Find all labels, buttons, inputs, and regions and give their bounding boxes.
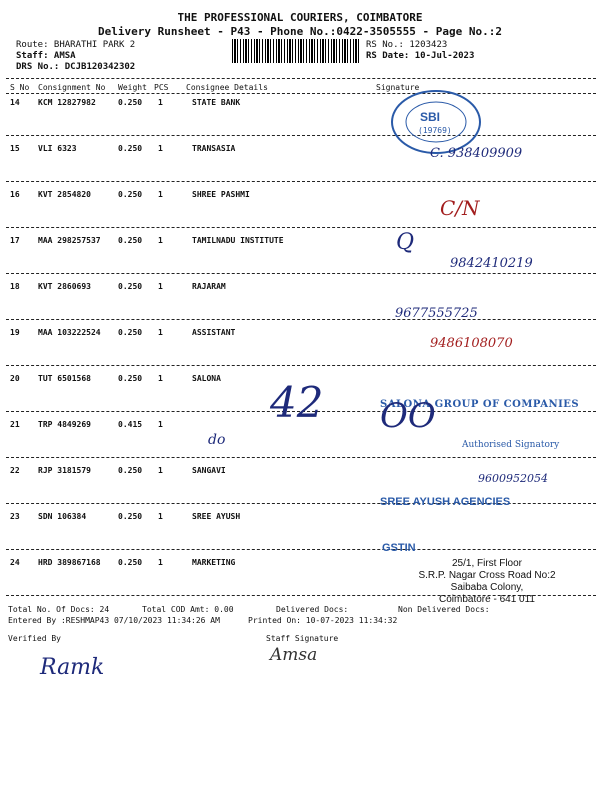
cell-weight: 0.250 (118, 558, 143, 567)
staff-label: Staff: AMSA (16, 51, 76, 61)
cell-sno: 16 (10, 190, 20, 199)
cell-pcs: 1 (158, 374, 163, 383)
row17-phone: 9842410219 (450, 256, 533, 271)
cell-sno: 18 (10, 282, 20, 291)
cell-consignee: SHREE PASHMI (192, 190, 250, 199)
delivered-docs: Delivered Docs: (276, 605, 349, 614)
row-divider (6, 273, 596, 274)
cell-pcs: 1 (158, 282, 163, 291)
col-consignment: Consignment No (38, 83, 106, 92)
cell-pcs: 1 (158, 190, 163, 199)
verified-by-label: Verified By (8, 634, 61, 643)
agency-address-line: Saibaba Colony, (450, 582, 524, 593)
row-divider (6, 365, 596, 366)
divider (6, 93, 596, 94)
drs-number: DRS No.: DCJB120342302 (16, 62, 136, 72)
row18-phone: 9677555725 (395, 306, 478, 321)
col-consignee: Consignee Details (186, 83, 268, 92)
staff-signature: Amsa (270, 645, 318, 665)
cell-consignee: STATE BANK (192, 98, 241, 107)
row17-scribble: Q (396, 230, 415, 255)
cell-cno: TUT 6501568 (38, 374, 91, 383)
cell-weight: 0.250 (118, 282, 143, 291)
row21-handwriting-42: 42 (270, 378, 324, 427)
cell-weight: 0.250 (118, 190, 143, 199)
cell-pcs: 1 (158, 328, 163, 337)
row16-handwriting: C/N (440, 196, 480, 220)
entered-by: Entered By :RESHMAP43 07/10/2023 11:34:26 AM (8, 616, 220, 625)
cell-consignee: MARKETING (192, 558, 236, 567)
cell-sno: 20 (10, 374, 20, 383)
authorised-stamp: Authorised Signatory (462, 440, 560, 450)
cell-sno: 17 (10, 236, 20, 245)
cell-sno: 24 (10, 558, 20, 567)
cell-consignee: RAJARAM (192, 282, 226, 291)
cell-consignee: SANGAVI (192, 466, 226, 475)
cell-pcs: 1 (158, 466, 163, 475)
row-divider (6, 319, 596, 320)
verified-signature: Ramk (40, 655, 105, 680)
cell-cno: KVT 2860693 (38, 282, 91, 291)
row-divider (6, 181, 596, 182)
company-title: THE PROFESSIONAL COURIERS, COIMBATORE (177, 11, 423, 24)
cell-consignee: TAMILNADU INSTITUTE (192, 236, 284, 245)
staff-signature-label: Staff Signature (266, 634, 339, 643)
cell-weight: 0.250 (118, 374, 143, 383)
cell-weight: 0.250 (118, 236, 143, 245)
cell-cno: MAA 298257537 (38, 236, 101, 245)
agency-address-line: S.R.P. Nagar Cross Road No:2 (418, 570, 556, 581)
cell-cno: KVT 2854820 (38, 190, 91, 199)
cell-sno: 19 (10, 328, 20, 337)
cell-cno: VLI 6323 (38, 144, 77, 153)
row22-phone: 9600952054 (478, 472, 548, 485)
cell-pcs: 1 (158, 512, 163, 521)
cell-weight: 0.415 (118, 420, 143, 429)
cell-consignee: SALONA (192, 374, 221, 383)
rs-date: RS Date: 10-Jul-2023 (366, 51, 475, 61)
cell-sno: 14 (10, 98, 20, 107)
sbi-stamp-name: SBI (420, 110, 441, 124)
col-signature: Signature (376, 83, 420, 92)
row-divider (6, 227, 596, 228)
divider (6, 78, 596, 79)
row15-handwriting: C. 938409909 (430, 146, 523, 161)
cell-pcs: 1 (158, 420, 163, 429)
col-weight: Weight (118, 83, 147, 92)
total-cod: Total COD Amt: 0.00 (142, 605, 234, 614)
row21-handwriting-do: do (208, 432, 226, 448)
company-stamp: SALONA GROUP OF COMPANIES (380, 399, 580, 410)
cell-cno: MAA 103222524 (38, 328, 101, 337)
row-divider (6, 135, 596, 136)
cell-pcs: 1 (158, 236, 163, 245)
cell-sno: 23 (10, 512, 20, 521)
agency-stamp-name: SREE AYUSH AGENCIES (380, 496, 511, 508)
cell-cno: SDN 106384 (38, 512, 87, 521)
cell-cno: RJP 3181579 (38, 466, 91, 475)
cell-consignee: SREE AYUSH (192, 512, 241, 521)
cell-pcs: 1 (158, 144, 163, 153)
agency-address-line: 25/1, First Floor (451, 558, 523, 569)
col-pcs: PCS (154, 83, 169, 92)
cell-sno: 21 (10, 420, 20, 429)
barcode (232, 39, 360, 63)
cell-weight: 0.250 (118, 98, 143, 107)
sbi-stamp-code: (19769) (418, 126, 452, 135)
row19-phone: 9486108070 (430, 336, 513, 351)
non-delivered-docs: Non Delivered Docs: (398, 605, 490, 614)
cell-cno: KCM 12827982 (38, 98, 96, 107)
col-sno: S No (10, 83, 30, 92)
cell-weight: 0.250 (118, 328, 143, 337)
runsheet-subtitle: Delivery Runsheet - P43 - Phone No.:0422-3505555 - Page No.:2 (98, 25, 502, 38)
row-divider (6, 457, 596, 458)
row21-scribble: OO (380, 396, 436, 436)
cell-weight: 0.250 (118, 466, 143, 475)
rs-number: RS No.: 1203423 (366, 40, 448, 50)
cell-cno: TRP 4849269 (38, 420, 91, 429)
cell-weight: 0.250 (118, 144, 143, 153)
cell-pcs: 1 (158, 558, 163, 567)
agency-gstin: GSTIN (382, 542, 416, 554)
cell-sno: 22 (10, 466, 20, 475)
cell-consignee: TRANSASIA (192, 144, 236, 153)
cell-weight: 0.250 (118, 512, 143, 521)
cell-pcs: 1 (158, 98, 163, 107)
printed-on: Printed On: 10-07-2023 11:34:32 (248, 616, 398, 625)
total-docs: Total No. Of Docs: 24 (8, 605, 110, 614)
row-divider (6, 549, 596, 550)
route-label: Route: BHARATHI PARK 2 (16, 40, 136, 50)
cell-consignee: ASSISTANT (192, 328, 236, 337)
agency-address-line: Coimbatore - 641 011 (439, 594, 535, 605)
agency-address (402, 558, 572, 606)
cell-cno: HRD 389867168 (38, 558, 101, 567)
cell-sno: 15 (10, 144, 20, 153)
